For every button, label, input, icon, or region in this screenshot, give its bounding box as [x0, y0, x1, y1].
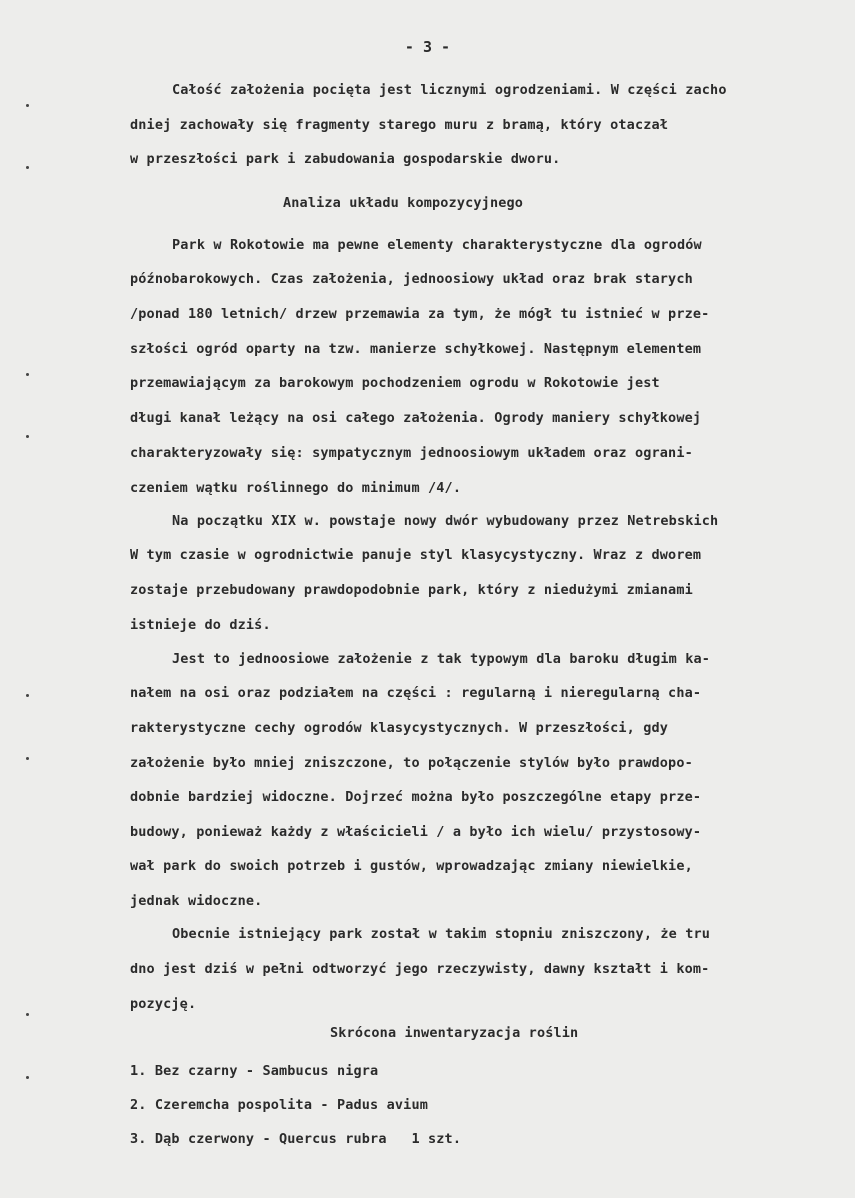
- plant-list-item: 3. Dąb czerwony - Quercus rubra 1 szt.: [130, 1131, 462, 1147]
- margin-mark: [26, 166, 29, 169]
- paragraph-2-line: charakteryzowały się: sympatycznym jednoosiowym układem oraz ograni-: [130, 445, 693, 461]
- plant-list-item: 2. Czeremcha pospolita - Padus avium: [130, 1097, 428, 1113]
- paragraph-4-line: Jest to jednoosiowe założenie z tak typowym dla baroku długim ka-: [172, 651, 711, 667]
- paragraph-3-line: zostaje przebudowany prawdopodobnie park, który z niedużymi zmianami: [130, 582, 693, 598]
- paragraph-1-line: w przeszłości park i zabudowania gospodarskie dworu.: [130, 151, 561, 167]
- paragraph-3-line: Na początku XIX w. powstaje nowy dwór wybudowany przez Netrebskich: [172, 513, 719, 529]
- section-heading: Skrócona inwentaryzacja roślin: [330, 1025, 579, 1041]
- paragraph-3-line: istnieje do dziś.: [130, 617, 271, 633]
- margin-mark: [26, 435, 29, 438]
- paragraph-1-line: dniej zachowały się fragmenty starego muru z bramą, który otaczał: [130, 117, 669, 133]
- margin-mark: [26, 694, 29, 697]
- margin-mark: [26, 1013, 29, 1016]
- paragraph-2-line: późnobarokowych. Czas założenia, jednoosiowy układ oraz brak starych: [130, 271, 693, 287]
- plant-list-item: 1. Bez czarny - Sambucus nigra: [130, 1063, 379, 1079]
- paragraph-4-line: nałem na osi oraz podziałem na części : regularną i nieregularną cha-: [130, 685, 702, 701]
- paragraph-3-line: W tym czasie w ogrodnictwie panuje styl klasycystyczny. Wraz z dworem: [130, 547, 702, 563]
- paragraph-4-line: wał park do swoich potrzeb i gustów, wprowadzając zmiany niewielkie,: [130, 858, 693, 874]
- paragraph-4-line: budowy, ponieważ każdy z właścicieli / a było ich wielu/ przystosowy-: [130, 824, 702, 840]
- paragraph-5-line: dno jest dziś w pełni odtworzyć jego rzeczywisty, dawny kształt i kom-: [130, 961, 710, 977]
- paragraph-5-line: pozycję.: [130, 996, 197, 1012]
- margin-mark: [26, 373, 29, 376]
- paragraph-2-line: czeniem wątku roślinnego do minimum /4/.: [130, 480, 462, 496]
- margin-mark: [26, 1076, 29, 1079]
- paragraph-2-line: przemawiającym za barokowym pochodzeniem ogrodu w Rokotowie jest: [130, 375, 660, 391]
- paragraph-4-line: założenie było mniej zniszczone, to połączenie stylów było prawdopo-: [130, 755, 693, 771]
- paragraph-5-line: Obecnie istniejący park został w takim stopniu zniszczony, że tru: [172, 926, 711, 942]
- paragraph-4-line: dobnie bardziej widoczne. Dojrzeć można było poszczególne etapy prze-: [130, 789, 702, 805]
- paragraph-2-line: /ponad 180 letnich/ drzew przemawia za tym, że mógł tu istnieć w prze-: [130, 306, 710, 322]
- section-heading: Analiza układu kompozycyjnego: [283, 195, 524, 211]
- page-number: - 3 -: [404, 38, 451, 56]
- paragraph-2-line: Park w Rokotowie ma pewne elementy charakterystyczne dla ogrodów: [172, 237, 702, 253]
- margin-mark: [26, 757, 29, 760]
- paragraph-1-line: Całość założenia pocięta jest licznymi ogrodzeniami. W części zacho: [172, 82, 727, 98]
- paragraph-2-line: szłości ogród oparty na tzw. manierze schyłkowej. Następnym elementem: [130, 341, 702, 357]
- margin-mark: [26, 104, 29, 107]
- paragraph-4-line: rakterystyczne cechy ogrodów klasycystycznych. W przeszłości, gdy: [130, 720, 669, 736]
- paragraph-2-line: długi kanał leżący na osi całego założenia. Ogrody maniery schyłkowej: [130, 410, 702, 426]
- paragraph-4-line: jednak widoczne.: [130, 893, 263, 909]
